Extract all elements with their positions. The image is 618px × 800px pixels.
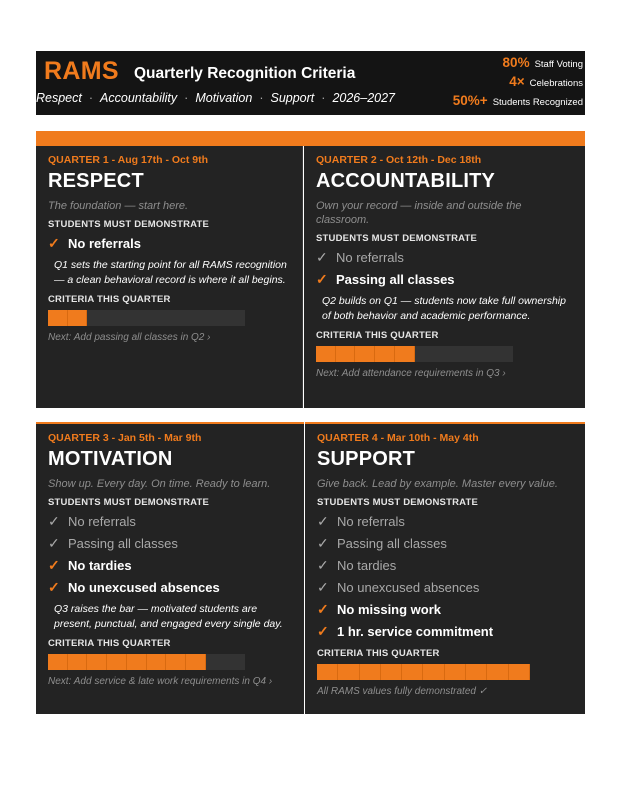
quarter-motto: Give back. Lead by example. Master every value. [317, 478, 558, 490]
criteria-item [317, 576, 575, 598]
page-header [36, 51, 585, 115]
progress-segment [48, 654, 68, 670]
values-tagline [36, 91, 395, 105]
criteria-item [316, 268, 575, 290]
criteria-item [316, 246, 575, 268]
check-icon: ✓ [317, 512, 329, 529]
criteria-progress-bar [316, 346, 513, 362]
progress-segment [225, 654, 245, 670]
criteria-item [48, 532, 294, 554]
progress-segment [493, 346, 513, 362]
progress-segment [381, 664, 402, 680]
check-icon: ✓ [317, 578, 329, 595]
criteria-item [48, 554, 294, 576]
tagline-separator: · [184, 91, 189, 105]
check-icon: ✓ [317, 600, 329, 617]
check-icon: ✓ [48, 578, 60, 595]
requirements-heading: STUDENTS MUST DEMONSTRATE [48, 497, 210, 508]
progress-segment [454, 346, 474, 362]
next-step-text: Next: Add service & late work requirements in Q4 › [48, 676, 273, 687]
quarter-label: QUARTER 3 - Jan 5th - Mar 9th [48, 432, 202, 444]
progress-segment [166, 654, 186, 670]
quarter-value-name: RESPECT [48, 170, 144, 192]
stat-value: 80% [502, 55, 530, 70]
brand-logo-text: RAMS [44, 57, 119, 85]
tagline-item: Motivation [195, 91, 253, 105]
progress-segment [186, 654, 206, 670]
quarter-note: Q1 sets the starting point for all RAMS recognition — a clean behavioral record is where it all begins. [54, 259, 287, 286]
progress-segment [402, 664, 423, 680]
criteria-progress-bar [48, 654, 245, 670]
progress-segment [68, 654, 88, 670]
progress-segment [336, 346, 356, 362]
quarter-motto: The foundation — start here. [48, 200, 189, 212]
stat-staff-voting [453, 55, 583, 74]
progress-segment [375, 346, 395, 362]
requirements-heading: STUDENTS MUST DEMONSTRATE [48, 219, 210, 230]
progress-segment [415, 346, 435, 362]
quarter-note: Q2 builds on Q1 — students now take full ownership of both behavior and academic performance. [322, 295, 566, 322]
stat-label: Celebrations [529, 78, 583, 89]
progress-segment [107, 654, 127, 670]
quarter-card-1 [36, 146, 303, 408]
progress-segment [147, 310, 167, 326]
progress-segment [87, 654, 107, 670]
page-title: Quarterly Recognition Criteria [134, 65, 356, 82]
next-step-text: Next: Add attendance requirements in Q3 › [316, 368, 506, 379]
check-icon: ✓ [48, 534, 60, 551]
quarter-value-name: SUPPORT [317, 448, 416, 470]
quarter-label: QUARTER 4 - Mar 10th - May 4th [317, 432, 479, 444]
criteria-item [48, 576, 294, 598]
tagline-item: Respect [36, 91, 82, 105]
criteria-list [316, 246, 575, 290]
criteria-text: 1 hr. service commitment [337, 623, 494, 639]
progress-segment [127, 654, 147, 670]
quarter-card-2 [304, 146, 585, 408]
quarter-card-3 [36, 422, 304, 714]
criteria-text: No tardies [337, 557, 397, 573]
progress-segment [48, 310, 68, 326]
criteria-text: No missing work [337, 601, 442, 617]
check-icon: ✓ [48, 512, 60, 529]
criteria-item [317, 598, 575, 620]
progress-segment [338, 664, 359, 680]
criteria-text: Passing all classes [336, 271, 455, 287]
check-icon: ✓ [316, 270, 328, 287]
criteria-text: No referrals [68, 513, 136, 529]
criteria-text: No referrals [337, 513, 405, 529]
check-icon: ✓ [317, 556, 329, 573]
stat-label: Staff Voting [534, 59, 583, 70]
progress-segment [317, 664, 338, 680]
tagline-year: 2026–2027 [332, 91, 396, 105]
progress-segment [225, 310, 245, 326]
criteria-list [317, 510, 575, 642]
progress-segment [423, 664, 444, 680]
next-step-text: All RAMS values fully demonstrated ✓ [317, 686, 488, 697]
check-icon: ✓ [48, 556, 60, 573]
check-icon: ✓ [317, 622, 329, 639]
stat-students-recognized [453, 93, 583, 112]
criteria-text: Passing all classes [68, 535, 178, 551]
quarter-motto: Own your record — inside and outside the classroom. [316, 200, 522, 226]
progress-segment [487, 664, 508, 680]
progress-segment [107, 310, 127, 326]
criteria-progress-heading: CRITERIA THIS QUARTER [48, 294, 171, 305]
progress-segment [434, 346, 454, 362]
check-icon: ✓ [48, 234, 60, 251]
criteria-text: No unexcused absences [68, 579, 220, 595]
progress-segment [509, 664, 530, 680]
criteria-progress-heading: CRITERIA THIS QUARTER [316, 330, 439, 341]
tagline-item: Accountability [100, 91, 178, 105]
tagline-separator: · [259, 91, 264, 105]
stat-celebrations [453, 74, 583, 93]
criteria-progress-bar [48, 310, 245, 326]
check-icon: ✓ [316, 248, 328, 265]
quarter-value-name: MOTIVATION [48, 448, 173, 470]
criteria-text: Passing all classes [337, 535, 447, 551]
accent-divider [36, 131, 585, 146]
progress-segment [474, 346, 494, 362]
requirements-heading: STUDENTS MUST DEMONSTRATE [316, 233, 478, 244]
progress-segment [445, 664, 466, 680]
stat-value: 4× [509, 74, 525, 89]
criteria-progress-bar [317, 664, 530, 680]
criteria-item [317, 620, 575, 642]
progress-segment [206, 310, 226, 326]
quarter-label: QUARTER 2 - Oct 12th - Dec 18th [316, 154, 482, 166]
progress-segment [186, 310, 206, 326]
tagline-separator: · [88, 91, 94, 105]
progress-segment [355, 346, 375, 362]
progress-segment [87, 310, 107, 326]
quarter-card-4 [305, 422, 585, 714]
progress-segment [127, 310, 147, 326]
criteria-item [317, 510, 575, 532]
stat-value: 50%+ [452, 93, 488, 108]
progress-segment [316, 346, 336, 362]
criteria-item [48, 510, 294, 532]
criteria-text: No tardies [68, 557, 132, 573]
progress-segment [166, 310, 186, 326]
criteria-progress-heading: CRITERIA THIS QUARTER [317, 648, 440, 659]
check-icon: ✓ [317, 534, 329, 551]
quarter-motto: Show up. Every day. On time. Ready to learn. [48, 478, 271, 490]
progress-segment [68, 310, 88, 326]
criteria-list [48, 510, 294, 598]
criteria-text: No referrals [68, 235, 141, 251]
progress-segment [206, 654, 226, 670]
next-step-text: Next: Add passing all classes in Q2 › [48, 332, 211, 343]
criteria-text: No referrals [336, 249, 404, 265]
progress-segment [466, 664, 487, 680]
quarter-note: Q3 raises the bar — motivated students are present, punctual, and engaged every single day. [54, 603, 283, 630]
quarter-label: QUARTER 1 - Aug 17th - Oct 9th [48, 154, 209, 166]
quarter-value-name: ACCOUNTABILITY [316, 170, 496, 192]
criteria-text: No unexcused absences [337, 579, 480, 595]
criteria-item [48, 232, 292, 254]
progress-segment [360, 664, 381, 680]
criteria-list [48, 232, 292, 254]
tagline-item: Support [270, 91, 315, 105]
requirements-heading: STUDENTS MUST DEMONSTRATE [317, 497, 479, 508]
criteria-progress-heading: CRITERIA THIS QUARTER [48, 638, 171, 649]
criteria-item [317, 554, 575, 576]
stat-label: Students Recognized [492, 97, 583, 108]
progress-segment [147, 654, 167, 670]
progress-segment [395, 346, 415, 362]
tagline-separator: · [321, 91, 326, 105]
criteria-item [317, 532, 575, 554]
stats-panel [453, 55, 583, 112]
